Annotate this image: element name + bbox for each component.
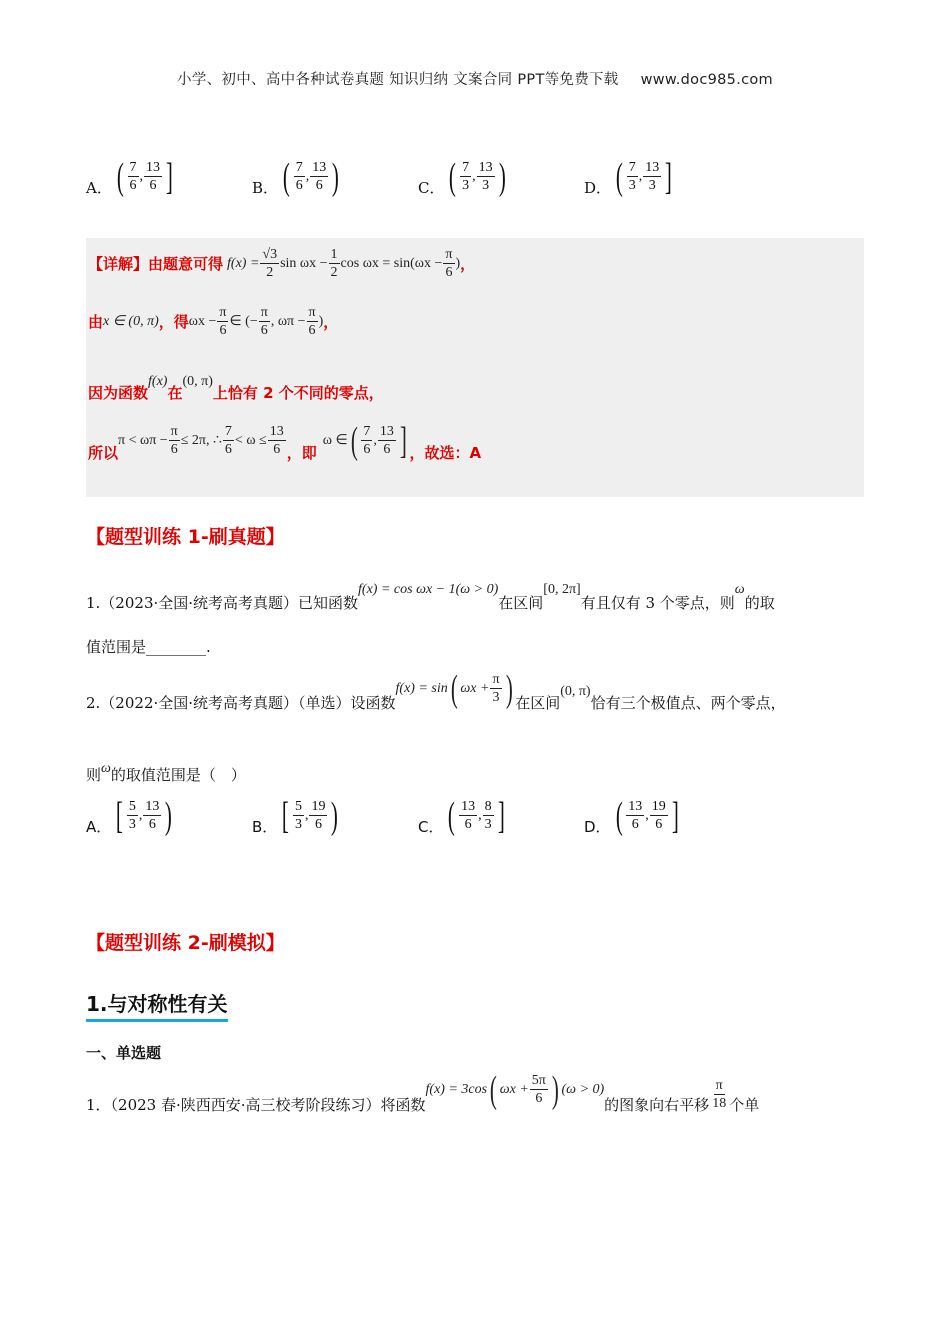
- math-sin: sin ωx −: [280, 255, 328, 271]
- option-label: A．: [86, 179, 112, 197]
- solution-line-3: 因为函数 f(x) 在 (0, π) 上恰有 2 个不同的零点，: [88, 373, 384, 402]
- option-label: A．: [86, 818, 112, 836]
- option-label: C．: [418, 818, 444, 836]
- section-title: 1.与对称性有关: [86, 988, 228, 1022]
- training1-title: 【题型训练 1-刷真题】: [86, 526, 285, 548]
- option-interval: [ $\frac{5}{3}$ , $\frac{19}{6}$ ): [282, 794, 339, 837]
- option-c[interactable]: [418, 155, 508, 198]
- subsection-title: 一、单选题: [86, 1044, 162, 1062]
- question-2-line2: 则 ω 的取值范围是（ ）: [86, 760, 246, 784]
- page-header: [0, 68, 950, 89]
- option-interval: ( $\frac{7}{6}$ , $\frac{13}{6}$ ]: [116, 155, 173, 198]
- math-interval: (0, π): [560, 683, 591, 699]
- solution-detail-label: 【详解】由题意可得: [88, 255, 224, 273]
- option-interval: ( $\frac{13}{6}$ , $\frac{19}{6}$ ]: [615, 794, 679, 837]
- solution-line-2: 由 x ∈ (0, π) ，得 ωx − $\frac{\pi}{6}$ ∈ (− $\frac{\pi}{6}$ , ωπ − $\frac{\pi}{6}$ ) ，: [88, 305, 339, 338]
- header-text: 小学、初中、高中各种试卷真题 知识归纳 文案合同 PPT等免费下载: [177, 72, 619, 88]
- option-label: D．: [584, 179, 612, 197]
- question-3: 1．（2023 春·陕西西安·高三校考阶段练习）将函数 f(x) = 3cos ( ωx + $\frac{5\pi}{6}$ ) (ω > 0) 的图象向右平移 $\frac{\pi}{18}$ 个单: [86, 1068, 760, 1114]
- math-interval: [0, 2π]: [543, 581, 581, 597]
- solution-line-1: 【详解】由题意可得 f(x) = $\frac{√3}{2}$ sin ωx − $\frac{1}{2}$ cos ωx = sin(ωx − $\frac{\pi}{6}$ ) ，: [88, 247, 476, 280]
- option-label: D．: [584, 818, 611, 836]
- training2-title: 【题型训练 2-刷模拟】: [86, 932, 285, 954]
- option-b[interactable]: [252, 794, 341, 837]
- option-interval: ( $\frac{7}{6}$ , $\frac{13}{6}$ ): [282, 155, 339, 198]
- math-fx: f(x) =: [227, 255, 260, 271]
- option-c[interactable]: [418, 794, 507, 837]
- solution-line-4: 所以 π < ωπ − $\frac{\pi}{6}$ ≤ 2π, ∴ $\frac{7}{6}$ < ω ≤ $\frac{13}{6}$ ，即 ω ∈ ( $\frac{7}{6}$ , $\frac{13}{6}$ ] ，故选：A: [88, 419, 482, 462]
- question-2: 2.（2022·全国·统考高考真题）（单选）设函数 f(x) = sin ( ωx + $\frac{\pi}{3}$ ) 在区间 (0, π) 恰有三个极值点、两个零点，: [86, 667, 786, 712]
- math-interval: (0, π): [182, 373, 213, 389]
- math-fx-cos: f(x) = cos ωx − 1(ω > 0): [358, 581, 499, 597]
- header-site: www.doc985.com: [640, 72, 773, 88]
- option-interval: ( $\frac{13}{6}$ , $\frac{8}{3}$ ]: [448, 794, 505, 837]
- option-interval: ( $\frac{7}{3}$ , $\frac{13}{3}$ ): [449, 155, 506, 198]
- option-label: C．: [418, 179, 445, 197]
- option-d[interactable]: [584, 794, 681, 837]
- frac-pi-6: $\frac{\pi}{6}$: [445, 247, 453, 280]
- option-b[interactable]: [252, 155, 342, 198]
- option-label: B．: [252, 179, 279, 197]
- option-interval: ( $\frac{7}{3}$ , $\frac{13}{3}$ ]: [615, 155, 672, 198]
- math-x-domain: x ∈ (0, π): [103, 314, 159, 329]
- option-interval: [ $\frac{5}{3}$ , $\frac{13}{6}$ ): [116, 794, 173, 837]
- option-a[interactable]: [86, 155, 176, 198]
- option-d[interactable]: [584, 155, 675, 198]
- option-label: B．: [252, 818, 278, 836]
- math-fx: f(x): [148, 373, 168, 389]
- question-1: 1.（2023·全国·统考高考真题）已知函数 f(x) = cos ωx − 1(ω > 0) 在区间 [0, 2π] 有且仅有 3 个零点，则 ω 的取: [86, 581, 775, 612]
- option-a[interactable]: [86, 794, 175, 837]
- frac-1-2: $\frac{1}{2}$: [330, 247, 338, 280]
- question-1-line2: 值范围是________.: [86, 638, 211, 656]
- math-cos: cos ωx = sin(ωx −: [340, 255, 443, 271]
- frac-sqrt3-2: $\frac{√3}{2}$: [262, 247, 278, 280]
